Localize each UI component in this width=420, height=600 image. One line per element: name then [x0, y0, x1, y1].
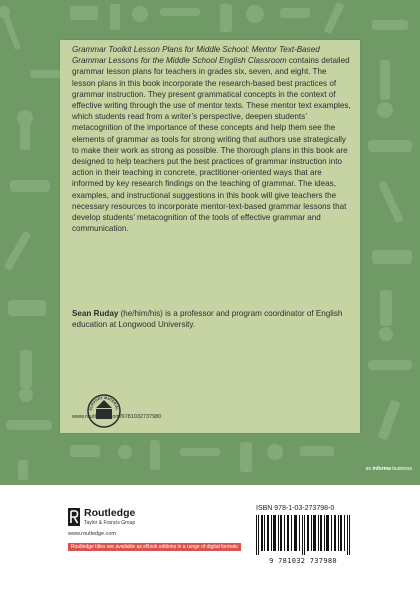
informa-brand: informa	[372, 466, 391, 472]
author-bio	[72, 308, 352, 330]
barcode-digits: 9 781032 737980	[269, 557, 337, 565]
barcode-icon	[254, 515, 352, 555]
publisher-website-link[interactable]: www.routledge.com	[68, 531, 116, 537]
author-name: Sean Ruday	[72, 309, 119, 318]
book-title-italic: Grammar Toolkit Lesson Plans for Middle School: Mentor Text-Based Grammar Lessons for the Middle School English Classroom	[72, 45, 320, 66]
badge-text: SUPPORT MATERIAL	[88, 395, 120, 411]
isbn-label: ISBN 978-1-03-273798-0	[256, 505, 335, 512]
support-material-badge-icon	[86, 393, 122, 429]
routledge-logo-icon	[68, 508, 80, 526]
publisher-tagline: Taylor & Francis Group	[84, 520, 136, 526]
companion-website-link[interactable]: www.routledge.com/9781032737980	[72, 414, 162, 420]
author-bio-text: (he/him/his) is a professor and program coordinator of English education at Longwood University.	[72, 309, 343, 330]
book-description	[72, 44, 352, 234]
book-description-text: contains detailed grammar lesson plans for teachers in grades six, seven, and eight. The lesson plans in this book incorporate the research-based best practices of grammar instruction. They present grammatical concepts in the context of effective writing through the use of mentor texts. These mentor text examples, which students read from a writer’s perspective, deepen students’ metacognition of the importance of these concepts and help them see the elements of grammar as tools for strong writing that authors use strategically to make their work as strong as possible. The thorough plans in this book are designed to help teachers put the best practices of grammar instruction into action in their teaching in concrete, practitioner-oriented ways that are informed by key research findings on the teaching of grammar. The ideas, examples, and instructional suggestions in this book will give teachers the necessary resources to incorporate mentor-text-based grammar lessons that develop students’ metacognition of the tools of effective grammar and communication.	[72, 56, 351, 234]
publisher-name: Routledge	[84, 507, 136, 519]
ebook-availability-note: Routledge titles are available as eBook editions in a range of digital formats	[68, 543, 241, 551]
informa-business-label: an informa business	[365, 466, 412, 472]
